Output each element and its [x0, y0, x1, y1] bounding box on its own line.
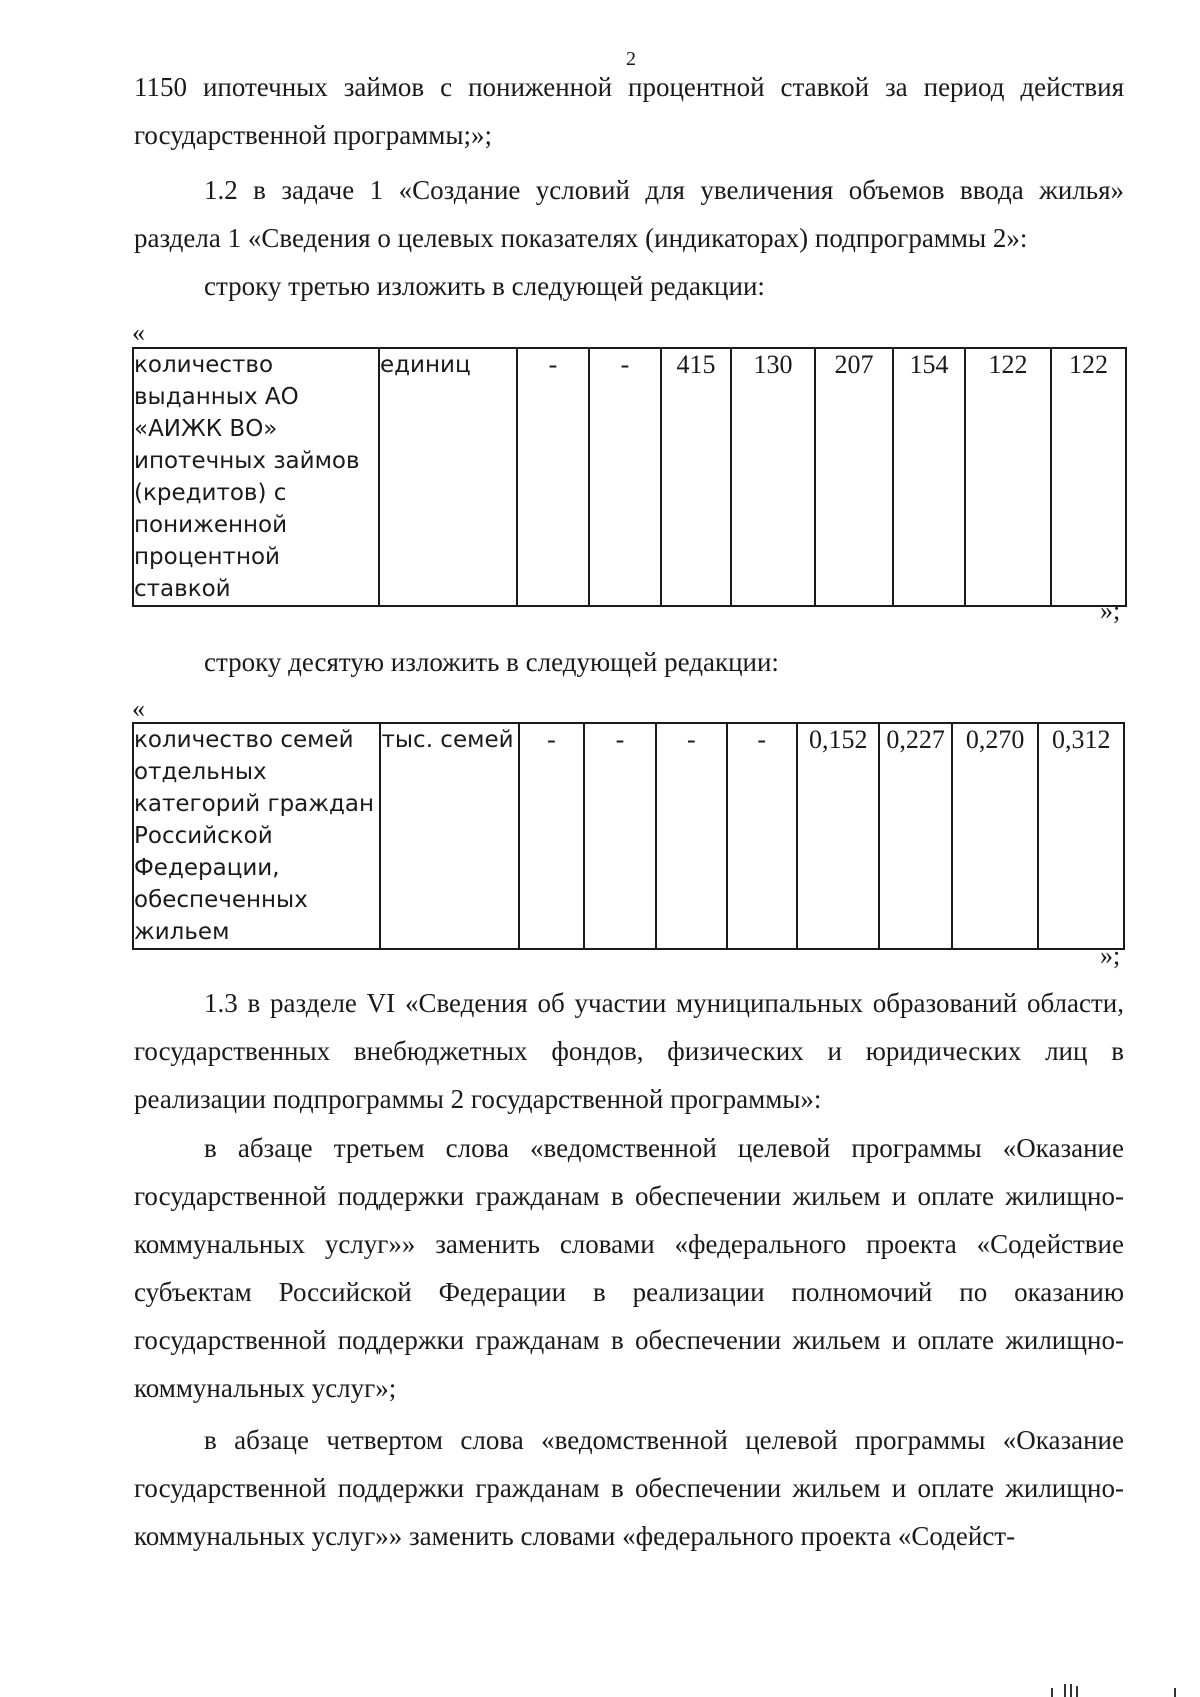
indicator-name-cell: количество выданных АО «АИЖК ВО» ипотечных займов (кредитов) с пониженной процентной ставкой: [133, 348, 379, 606]
page-number: 2: [626, 48, 636, 70]
indicator-table-row-ten: [132, 722, 1125, 950]
unit-cell: единиц: [379, 348, 517, 606]
paragraph-row-ten: строку десятую изложить в следующей редакции:: [204, 647, 779, 677]
open-quote-1: «: [132, 318, 145, 347]
table-row: [133, 348, 1126, 606]
value-cell: -: [656, 723, 726, 949]
close-quote-2: »;: [1100, 941, 1121, 970]
paragraph-third-abzac: в абзаце третьем слова «ведомственной целевой программы «Оказание государственной поддержки гражданам в обеспечении жильем и оплате жилищно-коммунальных услуг»» заменить словами «федерального проекта «Содействие субъектам Российской Федерации в реализации полномочий по оказанию государственной поддержки гражданам в обеспечении жильем и оплате жилищно-коммунальных услуг»;: [134, 1133, 1124, 1403]
paragraph-fourth-abzac: в абзаце четвертом слова «ведомственной целевой программы «Оказание государственной поддержки гражданам в обеспечении жильем и оплате жилищно-коммунальных услуг»» заменить словами «федерального проекта «Содейст-: [134, 1425, 1124, 1551]
value-cell: 122: [965, 348, 1051, 606]
value-cell: -: [517, 348, 589, 606]
open-quote-2: «: [132, 694, 145, 723]
close-quote-1: »;: [1100, 596, 1121, 625]
value-cell: 415: [661, 348, 731, 606]
indicator-table-row-three: [132, 347, 1127, 607]
scan-artifact: [1064, 1684, 1066, 1697]
table-row: [133, 723, 1124, 949]
value-cell: -: [519, 723, 583, 949]
paragraph-1-3: 1.3 в разделе VI «Сведения об участии муниципальных образований области, государственных внебюджетных фондов, физических и юридических лиц в реализации подпрограммы 2 государственной программы»:: [134, 988, 1124, 1114]
value-cell: -: [584, 723, 656, 949]
value-cell: 122: [1051, 348, 1126, 606]
value-cell: 130: [731, 348, 815, 606]
value-cell: 0,227: [879, 723, 951, 949]
value-cell: 0,270: [952, 723, 1039, 949]
paragraph-1-2: 1.2 в задаче 1 «Создание условий для увеличения объемов ввода жилья» раздела 1 «Сведения о целевых показателях (индикаторах) подпрограммы 2»:: [134, 175, 1124, 253]
indicator-name-cell: количество семей отдельных категорий граждан Российской Федерации, обеспеченных жильем: [133, 723, 380, 949]
value-cell: 207: [815, 348, 893, 606]
paragraph-continuation: 1150 ипотечных займов с пониженной процентной ставкой за период действия государственной программы;»;: [134, 72, 1124, 150]
paragraph-row-three: строку третью изложить в следующей редакции:: [204, 271, 765, 301]
unit-cell: тыс. семей: [380, 723, 519, 949]
scan-artifact: [1174, 1688, 1176, 1697]
value-cell: 0,152: [797, 723, 879, 949]
scan-artifact: [1076, 1686, 1078, 1697]
value-cell: 0,312: [1038, 723, 1124, 949]
scan-artifact: [1051, 1688, 1053, 1697]
scan-artifact: [1070, 1684, 1072, 1697]
value-cell: -: [589, 348, 661, 606]
value-cell: 154: [893, 348, 965, 606]
value-cell: -: [727, 723, 797, 949]
